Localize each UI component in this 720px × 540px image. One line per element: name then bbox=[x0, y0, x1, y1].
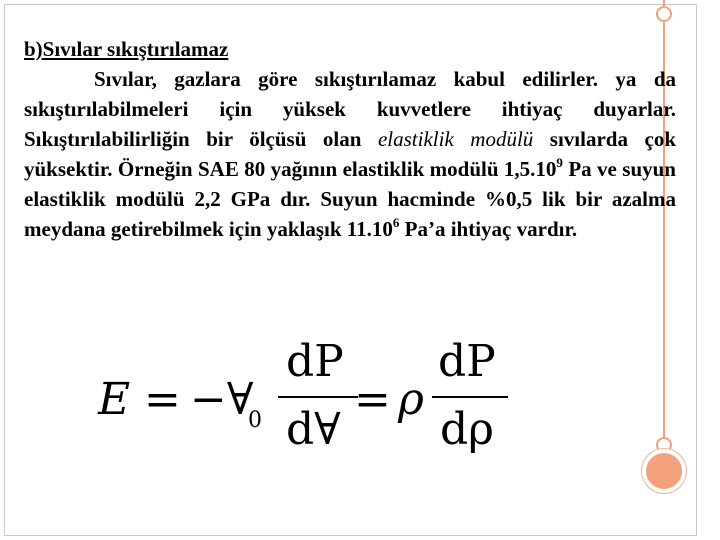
paragraph-part4: Pa’a ihtiyaç vardır. bbox=[399, 217, 578, 241]
paragraph-part1: Sıvılar, gazlara göre sıkıştırılamaz kabul edilirler. ya da sıkıştırılabilmeleri için yüksek kuvvetlere ihtiyaç duyarlar. Sıkıştırılabilirliğin bir ölçüsü olan bbox=[24, 67, 676, 151]
elastic-modulus-formula bbox=[98, 336, 518, 460]
superscript-1: 9 bbox=[556, 155, 563, 170]
body-paragraph bbox=[24, 64, 676, 244]
slide-content bbox=[24, 34, 676, 244]
formula-equals-2: = bbox=[354, 374, 391, 425]
decor-circle-top bbox=[656, 6, 672, 22]
formula-equals-1: = bbox=[144, 374, 181, 425]
superscript-2: 6 bbox=[392, 215, 400, 230]
formula-numerator-1: dP bbox=[286, 336, 344, 387]
formula-fraction-bar-1 bbox=[278, 396, 358, 398]
formula-denominator-1: d∀ bbox=[286, 404, 341, 455]
section-heading: b)Sıvılar sıkıştırılamaz bbox=[24, 37, 229, 61]
paragraph-part3: Pa ve suyun elastiklik modülü 2,2 GPa dır. Suyun hacminde %0,5 lik bir azalma meydana getirebilmek için yaklaşık 11.10 bbox=[24, 157, 676, 241]
formula-numerator-2: dP bbox=[438, 336, 496, 387]
paragraph-part2: sıvılarda çok yüksektir. Örneğin SAE 80 yağının elastiklik modülü 1,5.10 bbox=[24, 127, 676, 181]
decor-circle-large bbox=[642, 449, 686, 493]
formula-subscript-0: 0 bbox=[248, 408, 262, 433]
formula-neg-volume: −∀ bbox=[190, 374, 254, 425]
formula-denominator-2: dρ bbox=[440, 404, 495, 455]
formula-fraction-bar-2 bbox=[432, 396, 508, 398]
formula-rho: ρ bbox=[398, 374, 424, 425]
italic-term: elastiklik modülü bbox=[377, 127, 534, 151]
formula-E: E bbox=[98, 374, 131, 425]
